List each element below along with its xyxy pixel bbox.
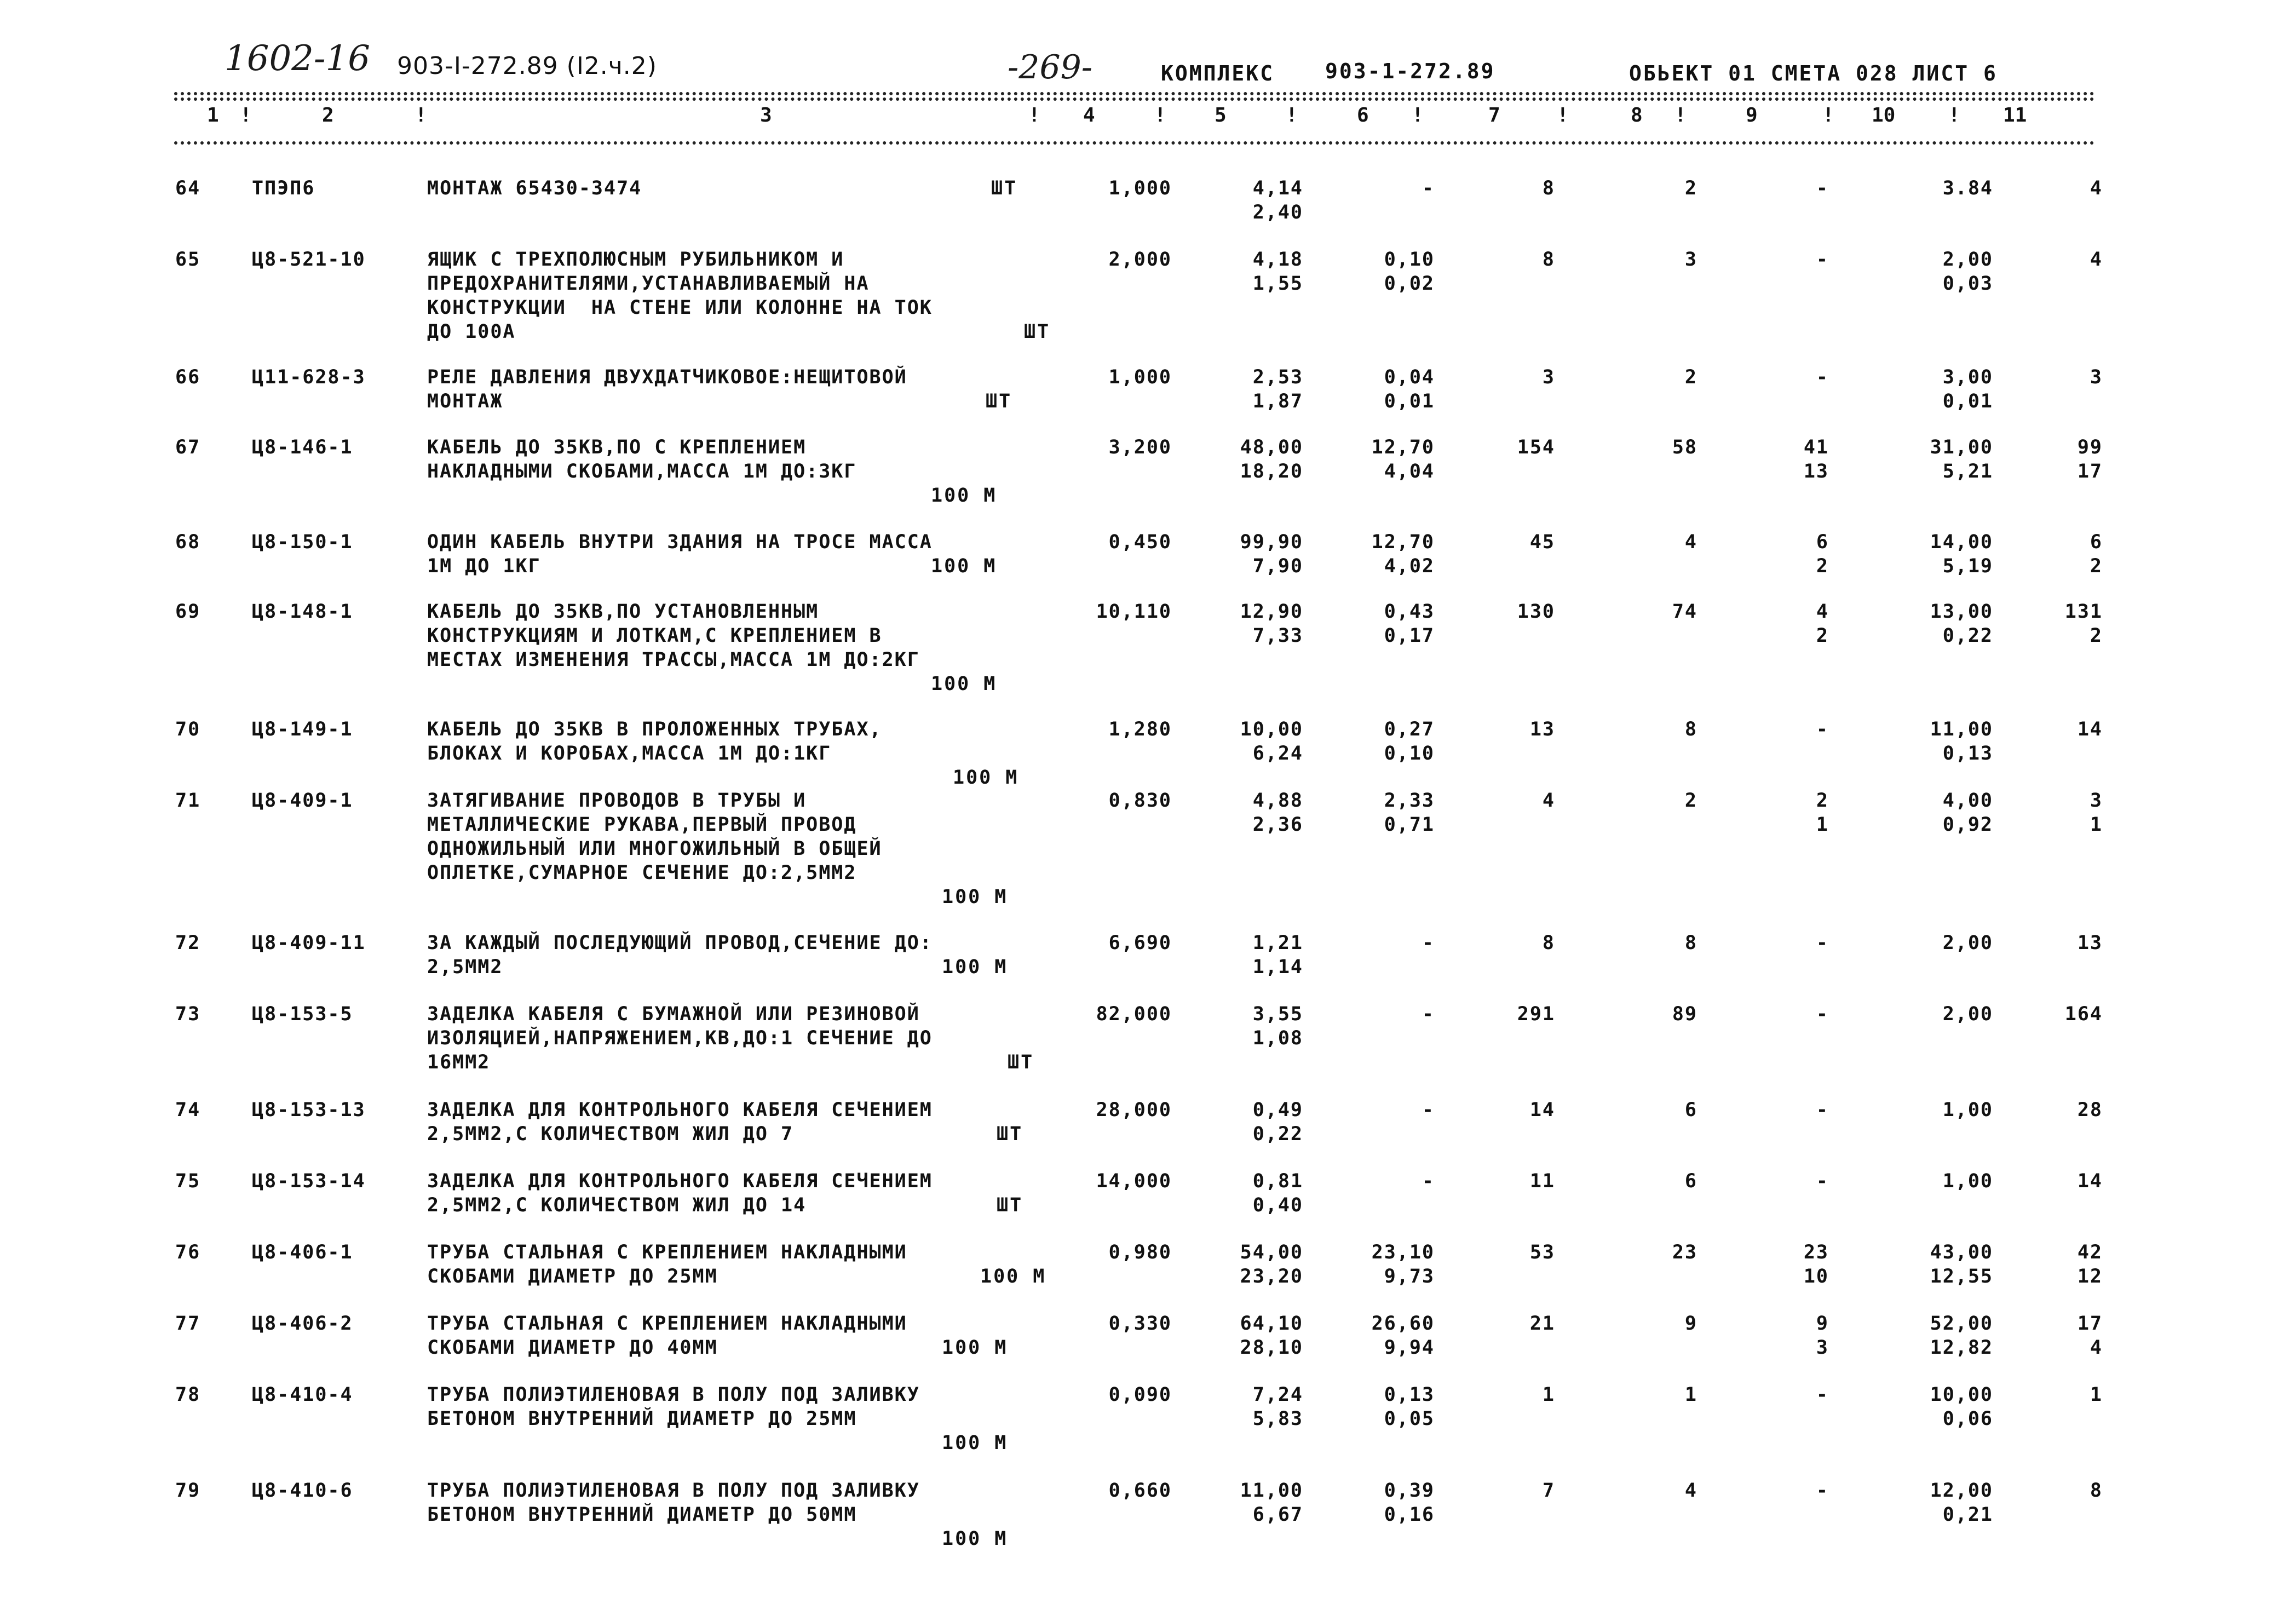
row-col-8: 6 (1684, 1099, 1697, 1121)
row-col-8: 23 (1672, 1241, 1697, 1263)
row-description: ТРУБА ПОЛИЭТИЛЕНОВАЯ В ПОЛУ ПОД ЗАЛИВКУ БЕТОНОМ ВНУТРЕННИЙ ДИАМЕТР ДО 25ММ (427, 1384, 920, 1430)
col-3: 3 (760, 104, 772, 127)
row-unit: ШТ (997, 1123, 1023, 1145)
row-col-10: 12,00 0,21 (1930, 1480, 1993, 1526)
col-8: 8 (1631, 104, 1643, 127)
row-col-4: 1,280 (1108, 718, 1172, 740)
col-7: 7 (1488, 104, 1500, 127)
row-description: ЗАДЕЛКА ДЛЯ КОНТРОЛЬНОГО КАБЕЛЯ СЕЧЕНИЕМ 2,5ММ2,С КОЛИЧЕСТВОМ ЖИЛ ДО 7 (427, 1099, 933, 1145)
row-col-4: 0,830 (1108, 790, 1172, 812)
column-header (174, 104, 2095, 137)
row-col-5: 48,00 18,20 (1240, 436, 1303, 482)
row-col-6: 0,39 0,16 (1384, 1480, 1435, 1526)
row-col-6: 12,70 4,04 (1371, 436, 1435, 482)
row-col-11: 164 (2064, 1003, 2103, 1025)
row-code: Ц8-409-1 (252, 790, 353, 812)
row-col-5: 10,00 6,24 (1240, 718, 1303, 764)
row-number: 66 (175, 366, 201, 388)
row-col-5: 64,10 28,10 (1240, 1313, 1303, 1359)
row-col-5: 7,24 5,83 (1252, 1384, 1303, 1430)
col-11: 11 (2003, 104, 2027, 127)
row-description: ЯЩИК С ТРЕХПОЛЮСНЫМ РУБИЛЬНИКОМ И ПРЕДОХРАНИТЕЛЯМИ,УСТАНАВЛИВАЕМЫЙ НА КОНСТРУКЦИИ НА СТЕНЕ ИЛИ КОЛОННЕ НА ТОК ДО 100А (427, 249, 933, 343)
row-col-7: 3 (1542, 366, 1555, 388)
row-col-7: 53 (1529, 1241, 1555, 1263)
row-col-10: 2,00 (1942, 932, 1993, 954)
row-col-10: 3,00 0,01 (1942, 366, 1993, 412)
row-col-10: 13,00 0,22 (1930, 601, 1993, 647)
row-col-11: 28 (2077, 1099, 2103, 1121)
row-col-4: 1,000 (1108, 177, 1172, 199)
row-col-11: 8 (2090, 1480, 2103, 1502)
row-col-7: 13 (1529, 718, 1555, 740)
row-col-7: 21 (1529, 1313, 1555, 1335)
row-description: ОДИН КАБЕЛЬ ВНУТРИ ЗДАНИЯ НА ТРОСЕ МАССА 1М ДО 1КГ (427, 531, 933, 577)
row-col-9: 9 3 (1816, 1313, 1829, 1359)
row-col-10: 11,00 0,13 (1930, 718, 1993, 764)
row-col-4: 0,980 (1108, 1241, 1172, 1263)
row-col-11: 99 17 (2077, 436, 2103, 482)
row-col-7: 4 (1542, 790, 1555, 812)
row-col-6: 12,70 4,02 (1371, 531, 1435, 577)
row-col-9: - (1816, 932, 1829, 954)
row-description: РЕЛЕ ДАВЛЕНИЯ ДВУХДАТЧИКОВОЕ:НЕЩИТОВОЙ МОНТАЖ (427, 366, 907, 412)
row-col-11: 6 2 (2090, 531, 2103, 577)
row-description: ЗАДЕЛКА КАБЕЛЯ С БУМАЖНОЙ ИЛИ РЕЗИНОВОЙ ИЗОЛЯЦИЕЙ,НАПРЯЖЕНИЕМ,КВ,ДО:1 СЕЧЕНИЕ ДО 16ММ2 (427, 1003, 933, 1073)
row-col-8: 74 (1672, 601, 1697, 623)
col-2: 2 (322, 104, 334, 127)
row-col-10: 10,00 0,06 (1930, 1384, 1993, 1430)
row-col-5: 4,88 2,36 (1252, 790, 1303, 836)
row-code: Ц8-153-13 (252, 1099, 366, 1121)
row-col-4: 6,690 (1108, 932, 1172, 954)
row-col-5: 11,00 6,67 (1240, 1480, 1303, 1526)
row-col-9: - (1816, 718, 1829, 740)
col-sep: ! (1557, 104, 1569, 127)
col-sep: ! (1674, 104, 1687, 127)
header-bottom-rule (174, 141, 2095, 145)
col-9: 9 (1746, 104, 1758, 127)
complex-code: 903-1-272.89 (1325, 59, 1495, 83)
row-unit: 100 М (980, 1266, 1046, 1287)
row-col-4: 0,090 (1108, 1384, 1172, 1406)
row-number: 76 (175, 1241, 201, 1263)
row-unit: 100 М (942, 886, 1008, 908)
row-description: ЗАТЯГИВАНИЕ ПРОВОДОВ В ТРУБЫ И МЕТАЛЛИЧЕСКИЕ РУКАВА,ПЕРВЫЙ ПРОВОД ОДНОЖИЛЬНЫЙ ИЛИ МНОГОЖИЛЬНЫЙ В ОБЩЕЙ ОПЛЕТКЕ,СУМАРНОЕ СЕЧЕНИЕ ДО:2,5ММ2 (427, 790, 882, 884)
row-code: Ц8-146-1 (252, 436, 353, 458)
row-col-4: 0,660 (1108, 1480, 1172, 1502)
object-info: ОБЬЕКТ 01 СМЕТА 028 ЛИСТ 6 (1629, 61, 1998, 85)
row-col-5: 99,90 7,90 (1240, 531, 1303, 577)
row-code: Ц8-149-1 (252, 718, 353, 740)
row-col-10: 2,00 0,03 (1942, 249, 1993, 295)
row-col-9: 2 1 (1816, 790, 1829, 836)
row-col-8: 6 (1684, 1170, 1697, 1192)
row-col-11: 4 (2090, 249, 2103, 271)
row-col-8: 8 (1684, 718, 1697, 740)
row-col-5: 3,55 1,08 (1252, 1003, 1303, 1049)
row-col-7: 14 (1529, 1099, 1555, 1121)
row-col-6: 0,43 0,17 (1384, 601, 1435, 647)
row-col-9: 4 2 (1816, 601, 1829, 647)
row-number: 78 (175, 1384, 201, 1406)
row-number: 72 (175, 932, 201, 954)
row-code: Ц8-153-14 (252, 1170, 366, 1192)
row-col-6: - (1422, 177, 1435, 199)
row-col-7: 154 (1517, 436, 1555, 458)
row-col-4: 10,110 (1096, 601, 1172, 623)
row-col-8: 2 (1684, 177, 1697, 199)
row-col-4: 82,000 (1096, 1003, 1172, 1025)
row-col-8: 8 (1684, 932, 1697, 954)
row-unit: 100 М (942, 1528, 1008, 1550)
row-col-9: - (1816, 1003, 1829, 1025)
row-col-8: 9 (1684, 1313, 1697, 1335)
row-unit: 100 М (931, 485, 997, 507)
row-col-10: 4,00 0,92 (1942, 790, 1993, 836)
row-col-8: 2 (1684, 366, 1697, 388)
row-col-10: 31,00 5,21 (1930, 436, 1993, 482)
row-col-11: 1 (2090, 1384, 2103, 1406)
row-col-6: 0,27 0,10 (1384, 718, 1435, 764)
row-number: 65 (175, 249, 201, 271)
row-col-9: - (1816, 1480, 1829, 1502)
row-description: ЗА КАЖДЫЙ ПОСЛЕДУЮЩИЙ ПРОВОД,СЕЧЕНИЕ ДО: 2,5ММ2 (427, 932, 933, 978)
row-col-7: 8 (1542, 177, 1555, 199)
row-col-10: 3.84 (1942, 177, 1993, 199)
row-col-11: 42 12 (2077, 1241, 2103, 1287)
row-col-4: 14,000 (1096, 1170, 1172, 1192)
row-col-11: 13 (2077, 932, 2103, 954)
row-col-4: 3,200 (1108, 436, 1172, 458)
col-5: 5 (1215, 104, 1227, 127)
row-col-9: 6 2 (1816, 531, 1829, 577)
row-description: КАБЕЛЬ ДО 35КВ,ПО УСТАНОВЛЕННЫМ КОНСТРУКЦИЯМ И ЛОТКАМ,С КРЕПЛЕНИЕМ В МЕСТАХ ИЗМЕНЕНИЯ ТРАССЫ,МАССА 1М ДО:2КГ (427, 601, 920, 671)
row-col-7: 1 (1542, 1384, 1555, 1406)
row-col-8: 1 (1684, 1384, 1697, 1406)
row-number: 67 (175, 436, 201, 458)
row-description: КАБЕЛЬ ДО 35КВ,ПО С КРЕПЛЕНИЕМ НАКЛАДНЫМИ СКОБАМИ,МАССА 1М ДО:3КГ (427, 436, 857, 482)
row-col-9: - (1816, 249, 1829, 271)
row-col-11: 14 (2077, 1170, 2103, 1192)
row-code: Ц8-410-4 (252, 1384, 353, 1406)
row-number: 79 (175, 1480, 201, 1502)
top-rule (174, 92, 2095, 95)
row-col-6: 0,04 0,01 (1384, 366, 1435, 412)
row-number: 71 (175, 790, 201, 812)
row-code: Ц8-406-2 (252, 1313, 353, 1335)
row-unit: 100 М (942, 1337, 1008, 1359)
row-col-10: 43,00 12,55 (1930, 1241, 1993, 1287)
row-col-8: 4 (1684, 1480, 1697, 1502)
row-col-10: 52,00 12,82 (1930, 1313, 1993, 1359)
row-col-8: 58 (1672, 436, 1697, 458)
col-sep: ! (1028, 104, 1040, 127)
row-number: 77 (175, 1313, 201, 1335)
row-col-7: 11 (1529, 1170, 1555, 1192)
row-code: Ц11-628-3 (252, 366, 366, 388)
row-col-7: 8 (1542, 932, 1555, 954)
row-col-11: 4 (2090, 177, 2103, 199)
row-unit: 100 М (942, 1432, 1008, 1454)
row-unit: 100 М (953, 767, 1019, 789)
row-col-5: 12,90 7,33 (1240, 601, 1303, 647)
row-unit: 100 М (942, 956, 1008, 978)
row-number: 64 (175, 177, 201, 199)
row-number: 68 (175, 531, 201, 553)
row-unit: 100 М (931, 555, 997, 577)
row-col-11: 17 4 (2077, 1313, 2103, 1359)
col-sep: ! (1412, 104, 1424, 127)
row-code: Ц8-150-1 (252, 531, 353, 553)
row-col-7: 130 (1517, 601, 1555, 623)
col-10: 10 (1872, 104, 1896, 127)
row-code: Ц8-153-5 (252, 1003, 353, 1025)
row-col-11: 131 2 (2064, 601, 2103, 647)
col-sep: ! (415, 104, 427, 127)
row-col-4: 2,000 (1108, 249, 1172, 271)
row-number: 74 (175, 1099, 201, 1121)
complex-label: КОМПЛЕКС (1161, 61, 1275, 85)
row-col-10: 2,00 (1942, 1003, 1993, 1025)
row-col-6: - (1422, 1099, 1435, 1121)
row-col-7: 45 (1529, 531, 1555, 553)
top-rule-2 (174, 97, 2095, 101)
row-description: ТРУБА ПОЛИЭТИЛЕНОВАЯ В ПОЛУ ПОД ЗАЛИВКУ БЕТОНОМ ВНУТРЕННИЙ ДИАМЕТР ДО 50ММ (427, 1480, 920, 1526)
row-col-11: 3 1 (2090, 790, 2103, 836)
row-col-4: 1,000 (1108, 366, 1172, 388)
row-code: Ц8-410-6 (252, 1480, 353, 1502)
row-col-6: 0,10 0,02 (1384, 249, 1435, 295)
row-code: Ц8-409-11 (252, 932, 366, 954)
col-sep: ! (1948, 104, 1960, 127)
row-code: Ц8-521-10 (252, 249, 366, 271)
row-col-4: 0,450 (1108, 531, 1172, 553)
row-col-9: - (1816, 366, 1829, 388)
row-code: Ц8-148-1 (252, 601, 353, 623)
row-col-8: 4 (1684, 531, 1697, 553)
row-col-8: 2 (1684, 790, 1697, 812)
row-col-6: 26,60 9,94 (1371, 1313, 1435, 1359)
handwritten-code: 1602-16 (225, 38, 370, 79)
row-col-8: 3 (1684, 249, 1697, 271)
row-col-6: - (1422, 932, 1435, 954)
row-col-11: 14 (2077, 718, 2103, 740)
col-1: 1 (207, 104, 219, 127)
row-col-6: - (1422, 1003, 1435, 1025)
row-col-4: 0,330 (1108, 1313, 1172, 1335)
row-col-9: - (1816, 1099, 1829, 1121)
row-col-7: 8 (1542, 249, 1555, 271)
col-sep: ! (1154, 104, 1166, 127)
row-col-6: 2,33 0,71 (1384, 790, 1435, 836)
row-number: 73 (175, 1003, 201, 1025)
row-col-5: 0,49 0,22 (1252, 1099, 1303, 1145)
row-code: ТПЭП6 (252, 177, 315, 199)
row-col-5: 1,21 1,14 (1252, 932, 1303, 978)
row-col-5: 2,53 1,87 (1252, 366, 1303, 412)
row-col-7: 7 (1542, 1480, 1555, 1502)
row-col-4: 28,000 (1096, 1099, 1172, 1121)
row-unit: ШТ (986, 390, 1012, 412)
row-number: 70 (175, 718, 201, 740)
row-col-10: 1,00 (1942, 1099, 1993, 1121)
row-unit: ШТ (997, 1194, 1023, 1216)
row-unit: ШТ (1008, 1051, 1034, 1073)
row-col-5: 4,14 2,40 (1252, 177, 1303, 223)
row-number: 69 (175, 601, 201, 623)
row-col-9: 41 13 (1803, 436, 1829, 482)
row-col-5: 54,00 23,20 (1240, 1241, 1303, 1287)
row-description: КАБЕЛЬ ДО 35КВ В ПРОЛОЖЕННЫХ ТРУБАХ, БЛОКАХ И КОРОБАХ,МАССА 1М ДО:1КГ (427, 718, 882, 764)
row-unit: 100 М (931, 673, 997, 695)
row-col-6: 23,10 9,73 (1371, 1241, 1435, 1287)
row-unit: ШТ (991, 177, 1018, 199)
row-col-6: 0,13 0,05 (1384, 1384, 1435, 1430)
row-description: ТРУБА СТАЛЬНАЯ С КРЕПЛЕНИЕМ НАКЛАДНЫМИ СКОБАМИ ДИАМЕТР ДО 25ММ (427, 1241, 907, 1287)
row-col-9: - (1816, 1170, 1829, 1192)
row-col-5: 0,81 0,40 (1252, 1170, 1303, 1216)
row-code: Ц8-406-1 (252, 1241, 353, 1263)
row-unit: ШТ (1024, 321, 1051, 343)
row-col-11: 3 (2090, 366, 2103, 388)
col-sep: ! (1822, 104, 1834, 127)
col-4: 4 (1083, 104, 1095, 127)
row-number: 75 (175, 1170, 201, 1192)
row-description: ЗАДЕЛКА ДЛЯ КОНТРОЛЬНОГО КАБЕЛЯ СЕЧЕНИЕМ 2,5ММ2,С КОЛИЧЕСТВОМ ЖИЛ ДО 14 (427, 1170, 933, 1216)
doc-code: 903-I-272.89 (I2.ч.2) (397, 52, 657, 80)
col-sep: ! (1286, 104, 1298, 127)
row-col-9: - (1816, 177, 1829, 199)
row-col-9: 23 10 (1803, 1241, 1829, 1287)
row-col-5: 4,18 1,55 (1252, 249, 1303, 295)
row-col-10: 14,00 5,19 (1930, 531, 1993, 577)
col-6: 6 (1357, 104, 1369, 127)
row-col-10: 1,00 (1942, 1170, 1993, 1192)
row-description: МОНТАЖ 65430-3474 (427, 177, 642, 199)
row-description: ТРУБА СТАЛЬНАЯ С КРЕПЛЕНИЕМ НАКЛАДНЫМИ СКОБАМИ ДИАМЕТР ДО 40ММ (427, 1313, 907, 1359)
row-col-8: 89 (1672, 1003, 1697, 1025)
row-col-6: - (1422, 1170, 1435, 1192)
col-sep: ! (240, 104, 252, 127)
row-col-7: 291 (1517, 1003, 1555, 1025)
page-number: -269- (1008, 48, 1093, 87)
row-col-9: - (1816, 1384, 1829, 1406)
